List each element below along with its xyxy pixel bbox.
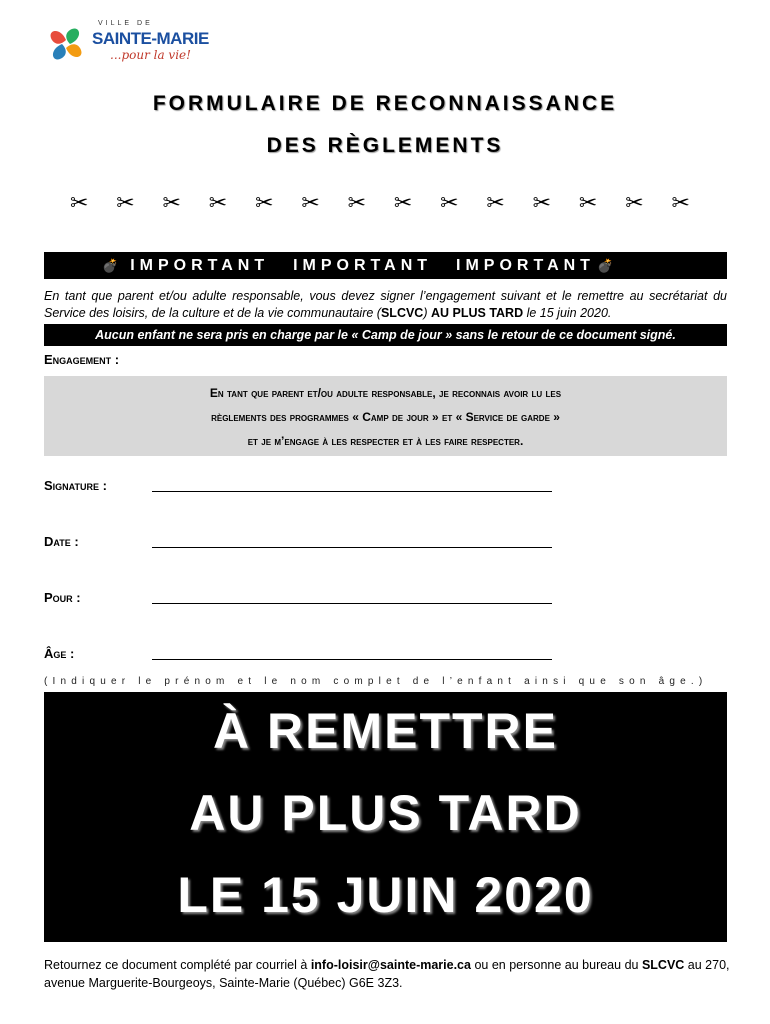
scissors-icon: ✂ xyxy=(393,190,413,215)
scissors-icon: ✂ xyxy=(301,190,320,215)
slcvc-acronym: SLCVC xyxy=(380,306,424,320)
au-plus-tard-text: AU PLUS TARD xyxy=(430,306,524,320)
scissors-icon: ✂ xyxy=(162,190,181,215)
signature-line[interactable] xyxy=(152,490,552,492)
intro-paragraph xyxy=(44,288,727,322)
bomb-icon: 💣 xyxy=(102,257,119,273)
form-title-line2: DES RÈGLEMENTS xyxy=(266,134,504,157)
footer-text: ou en personne au bureau du xyxy=(470,958,642,972)
important-label: IMPORTANT xyxy=(130,256,270,274)
date-line[interactable] xyxy=(152,546,552,548)
scissors-icon: ✂ xyxy=(440,190,459,215)
bomb-icon: 💣 xyxy=(596,257,614,273)
engagement-line3: et je m’engage à les respecter et à les faire respecter. xyxy=(247,434,524,448)
important-label: IMPORTANT xyxy=(456,256,595,274)
engagement-line1: En tant que parent et/ou adulte responsable, je reconnais avoir lu les xyxy=(209,386,562,400)
scissors-row xyxy=(70,190,690,216)
date-label: Date : xyxy=(44,534,79,549)
important-label: IMPORTANT xyxy=(293,256,433,274)
slcvc-acronym: SLCVC xyxy=(641,958,685,972)
signature-label: Signature : xyxy=(44,478,107,493)
deadline-line3: LE 15 JUIN 2020 xyxy=(177,867,594,923)
scissors-icon: ✂ xyxy=(116,190,135,215)
footer-text: au 270, avenue Marguerite-Bourgeoys, Sainte-Marie (Québec) G6E 3Z3. xyxy=(44,958,730,990)
pour-line[interactable] xyxy=(152,602,552,604)
engagement-line2: règlements des programmes « Camp de jour » et « Service de garde » xyxy=(211,410,560,424)
scissors-icon: ✂ xyxy=(578,190,598,215)
logo-tagline: ...pour la vie! xyxy=(110,48,191,62)
deadline-line1: À REMETTRE xyxy=(213,703,558,759)
engagement-label: Engagement : xyxy=(44,352,120,367)
instruction-note: (Indiquer le prénom et le nom complet de l’enfant ainsi que son âge.) xyxy=(44,676,708,687)
deadline-block xyxy=(44,692,727,942)
aucun-enfant-notice: Aucun enfant ne sera pris en charge par le « Camp de jour » sans le retour de ce document signé. xyxy=(44,324,727,346)
logo-ville-text: VILLE DE xyxy=(98,20,153,27)
logo-name: SAINTE-MARIE xyxy=(92,29,209,48)
footer-text: Retournez ce document complété par courriel à xyxy=(44,958,311,972)
intro-text: ) xyxy=(423,306,431,320)
age-line[interactable] xyxy=(152,658,552,660)
scissors-icon: ✂ xyxy=(208,190,228,215)
intro-text: En tant que parent et/ou adulte responsable, vous devez signer l’engagement suivant et le remettre au secrétariat du Service des loisirs, de la culture et de la vie communautaire ( xyxy=(44,289,727,320)
scissors-icon: ✂ xyxy=(347,190,367,215)
scissors-icon: ✂ xyxy=(70,190,89,215)
scissors-icon: ✂ xyxy=(532,190,552,215)
pour-label: Pour : xyxy=(44,590,81,605)
scissors-icon: ✂ xyxy=(671,190,690,215)
important-banner xyxy=(44,252,727,279)
intro-text: le 15 juin 2020. xyxy=(523,306,612,320)
return-instructions xyxy=(44,956,734,992)
age-label: Âge : xyxy=(44,646,75,661)
deadline-line2: AU PLUS TARD xyxy=(189,785,582,841)
scissors-icon: ✂ xyxy=(255,190,274,215)
form-title-line1: FORMULAIRE DE RECONNAISSANCE xyxy=(152,92,618,115)
scissors-icon: ✂ xyxy=(486,190,505,215)
scissors-icon: ✂ xyxy=(625,190,644,215)
engagement-box xyxy=(44,376,727,456)
email-link[interactable]: info-loisir@sainte-marie.ca xyxy=(310,958,471,972)
